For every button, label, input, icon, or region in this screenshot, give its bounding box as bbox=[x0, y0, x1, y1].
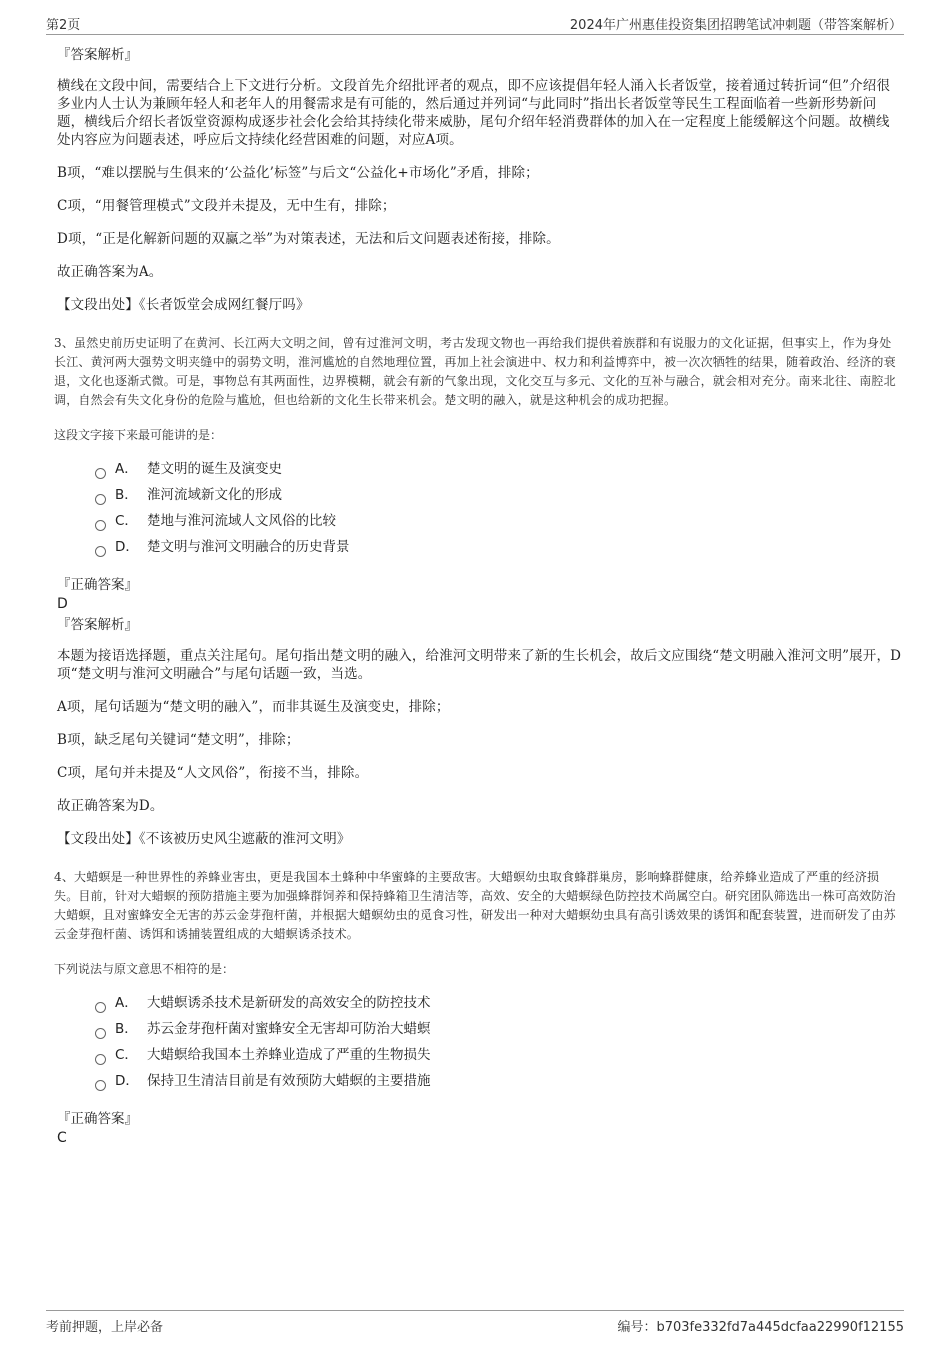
page-number: 第2页 bbox=[46, 18, 81, 33]
option-text: 保持卫生清洁目前是有效预防大蜡螟的主要措施 bbox=[147, 1073, 431, 1089]
q3-correct-answer: D bbox=[57, 596, 68, 612]
q2-source-title: 《长者饭堂会成网红餐厅吗》 bbox=[138, 297, 310, 313]
option-letter: A． bbox=[115, 995, 138, 1011]
q3-option-d[interactable] bbox=[95, 538, 902, 564]
option-letter: C． bbox=[115, 1047, 138, 1063]
option-text: 楚文明的诞生及演变史 bbox=[147, 461, 282, 477]
q4-correct-answer: C bbox=[57, 1130, 67, 1146]
q3-exclusion-a: A项，尾句话题为“楚文明的融入”，而非其诞生及演变史，排除； bbox=[57, 699, 450, 715]
q3-prompt: 这段文字接下来最可能讲的是： bbox=[54, 428, 223, 442]
q4-option-b[interactable] bbox=[95, 1020, 902, 1046]
option-text: 淮河流域新文化的形成 bbox=[147, 487, 282, 503]
document-title: 2024年广州惠佳投资集团招聘笔试冲刺题（带答案解析） bbox=[569, 18, 902, 33]
radio-icon[interactable] bbox=[95, 1054, 106, 1065]
q4-correct-label: 『正确答案』 bbox=[57, 1111, 138, 1127]
radio-icon[interactable] bbox=[95, 520, 106, 531]
q4-text: 4、大蜡螟是一种世界性的养蜂业害虫，更是我国本土蜂种中华蜜蜂的主要敌害。大蜡螟幼虫取食蜂群巢房，影响蜂群健康，给养蜂业造成了严重的经济损失。目前，针对大蜡螟的预防措施主要为加强蜂群饲养和保持蜂箱卫生清洁等，高效、安全的大蜡螟绿色防控技术尚属空白。研究团队筛选出一株可高效防治大蜡螟，且对蜜蜂安全无害的苏云金芽孢杆菌，并根据大蜡螟幼虫的觅食习性，研发出一种对大蜡螟幼虫具有高引诱效果的诱饵和配套装置，进而研发了由苏云金芽孢杆菌、诱饵和诱捕装置组成的大蜡螟诱杀技术。 bbox=[54, 870, 896, 941]
option-text: 楚文明与淮河文明融合的历史背景 bbox=[147, 539, 350, 555]
document-code: 编号：b703fe332fd7a445dcfaa22990f12155 bbox=[617, 1320, 904, 1335]
q3-correct-label: 『正确答案』 bbox=[57, 577, 138, 593]
q3-source bbox=[57, 830, 902, 848]
q2-conclusion: 故正确答案为A。 bbox=[57, 264, 163, 280]
q3-option-b[interactable] bbox=[95, 486, 902, 512]
option-letter: D． bbox=[115, 1073, 139, 1089]
option-letter: B． bbox=[115, 487, 138, 503]
q3-conclusion: 故正确答案为D。 bbox=[57, 798, 164, 814]
q4-option-d[interactable] bbox=[95, 1072, 902, 1098]
option-text: 大蜡螟给我国本土养蜂业造成了严重的生物损失 bbox=[147, 1047, 431, 1063]
q4-prompt: 下列说法与原文意思不相符的是： bbox=[54, 962, 235, 976]
q2-exclusion-d: D项，“正是化解新问题的双赢之举”为对策表述，无法和后文问题表述衔接，排除。 bbox=[57, 231, 560, 247]
q3-text: 3、虽然史前历史证明了在黄河、长江两大文明之间，曾有过淮河文明，考古发现文物也一再给我们提供着族群和有说服力的文化证据，但事实上，作为身处长江、黄河两大强势文明夹缝中的弱势文明，淮河尴尬的自然地理位置，再加上社会演进中、权力和利益博弈中，被一次次牺牲的结果，随着政治、经济的衰退，文化也逐渐式微。可是，事物总有其两面性，边界模糊，就会有新的气象出现，文化交互与多元、文化的互补与融合，就会相对充分。南来北往、南腔北调，自然会有失文化身份的危险与尴尬，但也给新的文化生长带来机会。楚文明的融入，就是这种机会的成功把握。 bbox=[54, 336, 896, 407]
q3-source-label: 【文段出处】 bbox=[57, 831, 139, 847]
radio-icon[interactable] bbox=[95, 1080, 106, 1091]
option-letter: D． bbox=[115, 539, 139, 555]
q2-source-label: 【文段出处】 bbox=[57, 297, 139, 313]
q3-analysis-paragraph: 本题为接语选择题，重点关注尾句。尾句指出楚文明的融入，给淮河文明带来了新的生长机会，故后文应围绕“楚文明融入淮河文明”展开，D项“楚文明与淮河文明融合”与尾句话题一致，当选。 bbox=[57, 648, 902, 682]
page-footer bbox=[46, 1310, 904, 1339]
q4-options bbox=[95, 994, 902, 1098]
radio-icon[interactable] bbox=[95, 468, 106, 479]
radio-icon[interactable] bbox=[95, 494, 106, 505]
page-header bbox=[46, 14, 904, 35]
q4-option-c[interactable] bbox=[95, 1046, 902, 1072]
q3-exclusion-c: C项，尾句并未提及“人文风俗”，衔接不当，排除。 bbox=[57, 765, 369, 781]
option-text: 大蜡螟诱杀技术是新研发的高效安全的防控技术 bbox=[147, 995, 431, 1011]
footer-slogan: 考前押题，上岸必备 bbox=[46, 1320, 164, 1335]
page-content bbox=[54, 46, 902, 1150]
radio-icon[interactable] bbox=[95, 546, 106, 557]
option-letter: B． bbox=[115, 1021, 138, 1037]
q2-analysis-paragraph: 横线在文段中间，需要结合上下文进行分析。文段首先介绍批评者的观点，即不应该提倡年轻人涌入长者饭堂，接着通过转折词“但”介绍很多业内人士认为兼顾年轻人和老年人的用餐需求是有可能的，然后通过并列词“与此同时”指出长者饭堂等民生工程面临着一些新形势新问题，横线后介绍长者饭堂资源构成逐步社会化会给其持续化带来威胁，尾句介绍年轻消费群体的加入在一定程度上能缓解这个问题。故横线处内容应为问题表述，呼应后文持续化经营困难的问题，对应A项。 bbox=[57, 78, 891, 148]
q3-options bbox=[95, 460, 902, 564]
option-letter: C． bbox=[115, 513, 138, 529]
option-text: 苏云金芽孢杆菌对蜜蜂安全无害却可防治大蜡螟 bbox=[147, 1021, 431, 1037]
q2-analysis-label: 『答案解析』 bbox=[57, 47, 138, 63]
q4-option-a[interactable] bbox=[95, 994, 902, 1020]
radio-icon[interactable] bbox=[95, 1028, 106, 1039]
option-letter: A． bbox=[115, 461, 138, 477]
q3-analysis-label: 『答案解析』 bbox=[57, 617, 138, 633]
radio-icon[interactable] bbox=[95, 1002, 106, 1013]
q3-source-title: 《不该被历史风尘遮蔽的淮河文明》 bbox=[138, 831, 351, 847]
q3-exclusion-b: B项，缺乏尾句关键词“楚文明”，排除； bbox=[57, 732, 300, 748]
q2-exclusion-c: C项，“用餐管理模式”文段并未提及，无中生有，排除； bbox=[57, 198, 396, 214]
q2-exclusion-b: B项，“难以摆脱与生俱来的‘公益化’标签”与后文“公益化+市场化”矛盾，排除； bbox=[57, 165, 539, 181]
option-text: 楚地与淮河流域人文风俗的比较 bbox=[147, 513, 336, 529]
q2-source bbox=[57, 296, 902, 314]
q3-option-a[interactable] bbox=[95, 460, 902, 486]
q3-option-c[interactable] bbox=[95, 512, 902, 538]
